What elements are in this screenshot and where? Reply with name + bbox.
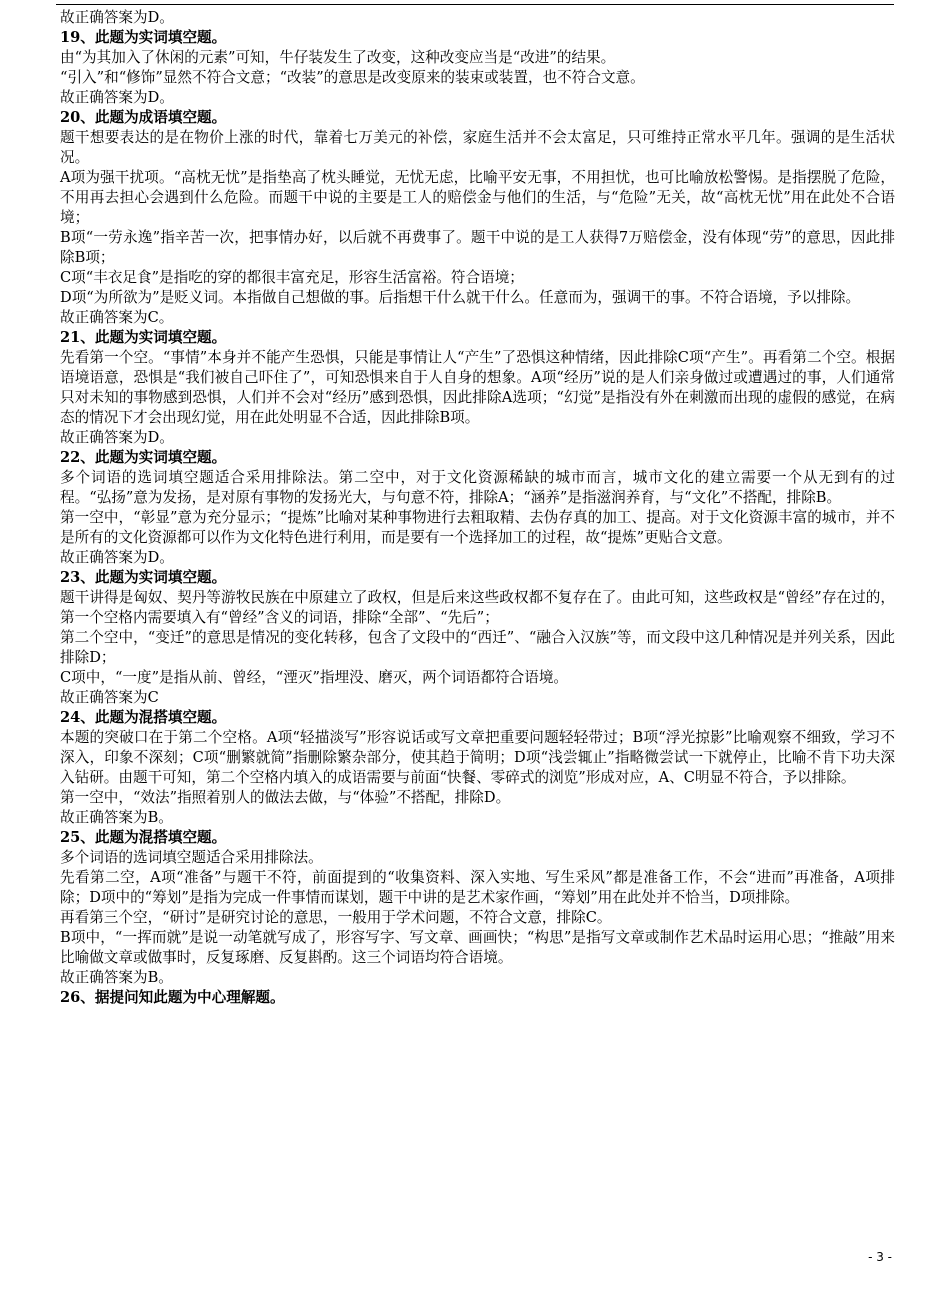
paragraph: 先看第二空，A项“准备”与题干不符，前面提到的“收集资料、深入实地、写生采风”都是准备工作，不会“进而”再准备，A项排除；D项中的“筹划”是指为完成一件事情而谋划，题干中讲的是艺术家作画，“筹划”用在此处并不恰当，D项排除。	[60, 869, 895, 906]
paragraph: 由“为其加入了休闲的元素”可知，牛仔装发生了改变，这种改变应当是“改进”的结果。	[60, 49, 616, 66]
paragraph: B项中，“一挥而就”是说一动笔就写成了，形容写字、写文章、画画快；“构思”是指写文章或制作艺术品时运用心思；“推敲”用来比喻做文章或做事时，反复琢磨、反复斟酌。这三个词语均符合语境。	[60, 929, 895, 966]
paragraph: 故正确答案为B。	[60, 969, 173, 986]
answer-explanations	[60, 8, 895, 1008]
question-heading: 21、此题为实词填空题。	[60, 329, 227, 346]
paragraph: 第二个空中，“变迁”的意思是情况的变化转移，包含了文段中的“西迁”、“融合入汉族”等，而文段中这几种情况是并列关系，因此排除D；	[60, 629, 895, 666]
paragraph: 第一空中，“彰显”意为充分显示；“提炼”比喻对某种事物进行去粗取精、去伪存真的加工、提高。对于文化资源丰富的城市，并不是所有的文化资源都可以作为文化特色进行利用，而是要有一个选择加工的过程，故“提炼”更贴合文意。	[60, 509, 895, 546]
paragraph: C项“丰衣足食”是指吃的穿的都很丰富充足，形容生活富裕。符合语境；	[60, 269, 524, 286]
paragraph: 第一空中，“效法”指照着别人的做法去做，与“体验”不搭配，排除D。	[60, 789, 511, 806]
paragraph: D项“为所欲为”是贬义词。本指做自己想做的事。后指想干什么就干什么。任意而为，强调干的事。不符合语境，予以排除。	[60, 289, 861, 306]
paragraph: 故正确答案为C。	[60, 309, 174, 326]
question-heading: 19、此题为实词填空题。	[60, 29, 227, 46]
question-heading: 20、此题为成语填空题。	[60, 109, 227, 126]
paragraph: 本题的突破口在于第二个空格。A项“轻描淡写”形容说话或写文章把重要问题轻轻带过；B项“浮光掠影”比喻观察不细致，学习不深入，印象不深刻；C项“删繁就简”指删除繁杂部分，使其趋于简明；D项“浅尝辄止”指略微尝试一下就停止，比喻不肯下功夫深入钻研。由题干可知，第二个空格内填入的成语需要与前面“快餐、零碎式的浏览”形成对应，A、C明显不符合，予以排除。	[60, 729, 895, 786]
paragraph: 题干想要表达的是在物价上涨的时代，靠着七万美元的补偿，家庭生活并不会太富足，只可维持正常水平几年。强调的是生活状况。	[60, 129, 895, 166]
paragraph: 故正确答案为D。	[60, 429, 174, 446]
paragraph: “引入”和“修饰”显然不符合文意；“改装”的意思是改变原来的装束或装置，也不符合文意。	[60, 69, 645, 86]
paragraph: 题干讲得是匈奴、契丹等游牧民族在中原建立了政权，但是后来这些政权都不复存在了。由此可知，这些政权是“曾经”存在过的，第一个空格内需要填入有“曾经”含义的词语，排除“全部”、“先后”；	[60, 589, 895, 626]
question-heading: 22、此题为实词填空题。	[60, 449, 227, 466]
paragraph: 先看第一个空。“事情”本身并不能产生恐惧，只能是事情让人“产生”了恐惧这种情绪，因此排除C项“产生”。再看第二个空。根据语境语意，恐惧是“我们被自己吓住了”，可知恐惧来自于人自身的想象。A项“经历”说的是人们亲身做过或遭遇过的事，人们通常只对未知的事物感到恐惧，人们并不会对“经历”感到恐惧，因此排除A选项；“幻觉”是指没有外在刺激而出现的虚假的感觉，在病态的情况下才会出现幻觉，用在此处明显不合适，因此排除B项。	[60, 349, 895, 426]
header-rule	[56, 4, 894, 5]
paragraph: 故正确答案为D。	[60, 89, 174, 106]
paragraph: B项“一劳永逸”指辛苦一次，把事情办好，以后就不再费事了。题干中说的是工人获得7万赔偿金，没有体现“劳”的意思，因此排除B项；	[60, 229, 895, 266]
paragraph: 多个词语的选词填空题适合采用排除法。第二空中，对于文化资源稀缺的城市而言，城市文化的建立需要一个从无到有的过程。“弘扬”意为发扬，是对原有事物的发扬光大，与句意不符，排除A；“涵养”是指滋润养育，与“文化”不搭配，排除B。	[60, 469, 895, 506]
question-heading: 26、据提问知此题为中心理解题。	[60, 989, 285, 1006]
paragraph: 多个词语的选词填空题适合采用排除法。	[60, 849, 323, 866]
question-heading: 24、此题为混搭填空题。	[60, 709, 227, 726]
paragraph: 再看第三个空，“研讨”是研究讨论的意思，一般用于学术问题，不符合文意，排除C。	[60, 909, 612, 926]
paragraph: C项中，“一度”是指从前、曾经，“湮灭”指埋没、磨灭，两个词语都符合语境。	[60, 669, 569, 686]
paragraph: A项为强干扰项。“高枕无忧”是指垫高了枕头睡觉，无忧无虑，比喻平安无事，不用担忧，也可比喻放松警惕。是指摆脱了危险，不用再去担心会遇到什么危险。而题干中说的主要是工人的赔偿金与他们的生活，与“危险”无关，故“高枕无忧”用在此处不合语境；	[60, 169, 895, 226]
page-number: - 3 -	[868, 1250, 892, 1264]
question-heading: 23、此题为实词填空题。	[60, 569, 227, 586]
paragraph: 故正确答案为D。	[60, 9, 174, 26]
question-heading: 25、此题为混搭填空题。	[60, 829, 227, 846]
paragraph: 故正确答案为B。	[60, 809, 173, 826]
paragraph: 故正确答案为C	[60, 689, 159, 706]
paragraph: 故正确答案为D。	[60, 549, 174, 566]
